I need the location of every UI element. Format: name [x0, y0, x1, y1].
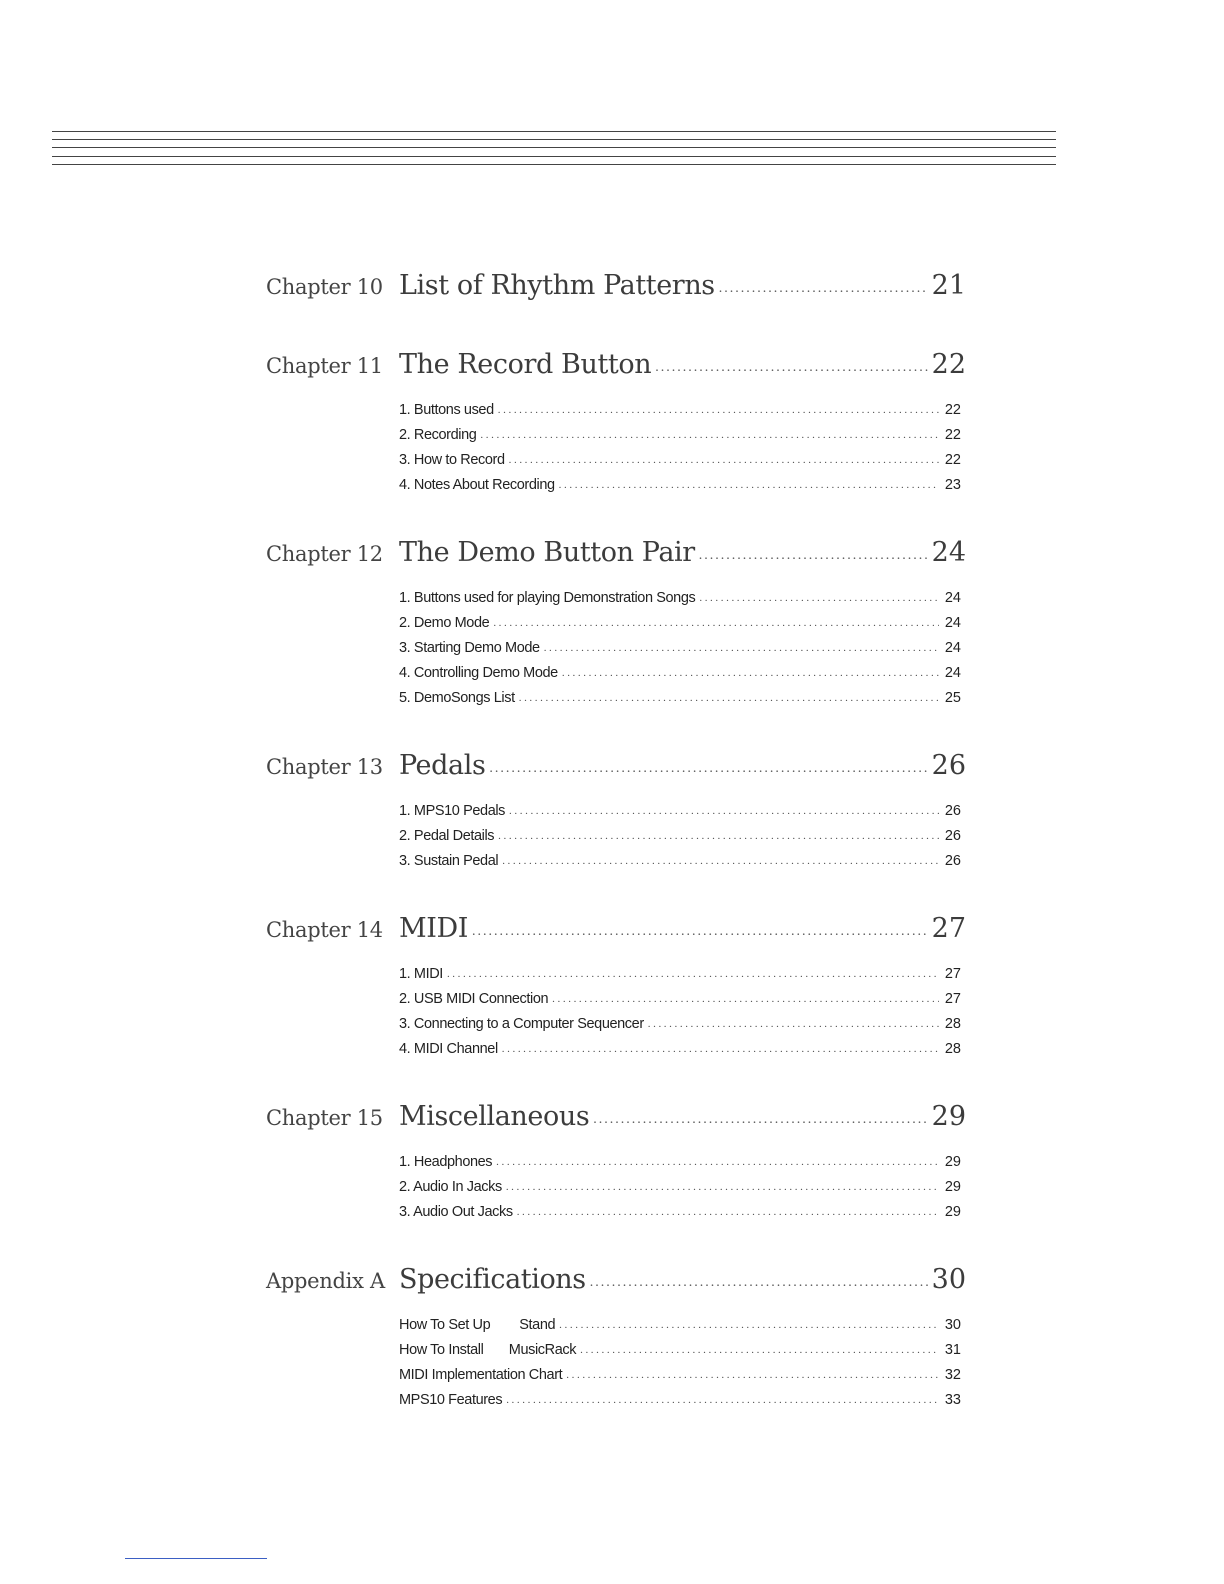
- section-label: 3. Audio Out Jacks: [399, 1204, 513, 1220]
- section-page-number: 24: [944, 590, 961, 606]
- toc-chapter-entry[interactable]: [266, 270, 966, 314]
- toc-section-entry[interactable]: [399, 615, 961, 640]
- section-label: How To Install MusicRack: [399, 1342, 577, 1358]
- section-page-number: 29: [944, 1204, 961, 1220]
- section-label: 2. Demo Mode: [399, 615, 490, 631]
- toc-chapter-entry[interactable]: [266, 349, 966, 393]
- header-rule: [52, 139, 1056, 140]
- chapter-spacer: [266, 502, 966, 537]
- section-list: [399, 1145, 966, 1229]
- toc-section-entry[interactable]: [399, 803, 961, 828]
- toc-section-entry[interactable]: [399, 452, 961, 477]
- section-page-number: 29: [944, 1154, 961, 1170]
- section-label: MPS10 Features: [399, 1392, 503, 1408]
- dot-leader: [699, 548, 928, 564]
- section-label: 3. How to Record: [399, 452, 505, 468]
- section-page-number: 27: [944, 966, 961, 982]
- toc-section-entry[interactable]: [399, 690, 961, 715]
- section-page-number: 26: [944, 803, 961, 819]
- section-page-number: 30: [944, 1317, 961, 1333]
- toc-section-entry[interactable]: [399, 1179, 961, 1204]
- toc-section-entry[interactable]: [399, 1392, 961, 1417]
- toc-section-entry[interactable]: [399, 640, 961, 665]
- chapter-spacer: [266, 1066, 966, 1101]
- chapter-title: Pedals: [399, 750, 486, 781]
- toc-section-entry[interactable]: [399, 590, 961, 615]
- dot-leader: [502, 855, 939, 867]
- section-page-number: 28: [944, 1016, 961, 1032]
- section-label: 5. DemoSongs List: [399, 690, 515, 706]
- toc-section-entry[interactable]: [399, 991, 961, 1016]
- section-label: 2. Audio In Jacks: [399, 1179, 502, 1195]
- dot-leader: [593, 1112, 927, 1128]
- toc-section-entry[interactable]: [399, 665, 961, 690]
- section-page-number: 24: [944, 615, 961, 631]
- section-list: [399, 1308, 966, 1417]
- section-page-number: 26: [944, 853, 961, 869]
- dot-leader: [502, 1043, 939, 1055]
- chapter-label: Chapter 12: [266, 542, 383, 566]
- dot-leader: [552, 993, 939, 1005]
- dot-leader: [506, 1181, 939, 1193]
- section-label: 3. Starting Demo Mode: [399, 640, 540, 656]
- header-rules: [52, 131, 1056, 167]
- section-label: 4. Notes About Recording: [399, 477, 555, 493]
- dot-leader: [509, 454, 939, 466]
- dot-leader: [498, 830, 939, 842]
- toc-section-entry[interactable]: [399, 1367, 961, 1392]
- dot-leader: [472, 924, 928, 940]
- dot-leader: [580, 1344, 939, 1356]
- toc-chapter: [266, 913, 966, 1066]
- chapter-title: List of Rhythm Patterns: [399, 270, 715, 301]
- chapter-page-number: 24: [931, 537, 966, 568]
- dot-leader: [498, 404, 939, 416]
- section-page-number: 27: [944, 991, 961, 1007]
- section-label: MIDI Implementation Chart: [399, 1367, 563, 1383]
- section-label: 4. Controlling Demo Mode: [399, 665, 558, 681]
- toc-chapter-entry[interactable]: [266, 750, 966, 794]
- section-label: 1. Buttons used for playing Demonstration Songs: [399, 590, 696, 606]
- dot-leader: [480, 429, 939, 441]
- section-label: 1. MIDI: [399, 966, 443, 982]
- section-page-number: 24: [944, 665, 961, 681]
- toc-chapter-entry[interactable]: [266, 913, 966, 957]
- chapter-label: Appendix A: [266, 1269, 385, 1293]
- section-list: [399, 794, 966, 878]
- dot-leader: [544, 642, 939, 654]
- dot-leader: [496, 1156, 939, 1168]
- chapter-title: MIDI: [399, 913, 469, 944]
- section-label: 2. USB MIDI Connection: [399, 991, 549, 1007]
- chapter-label: Chapter 14: [266, 918, 383, 942]
- chapter-title-line: [399, 537, 966, 568]
- toc-chapter: [266, 1101, 966, 1229]
- section-label: 2. Pedal Details: [399, 828, 495, 844]
- chapter-title-line: [399, 270, 966, 301]
- section-list: [399, 957, 966, 1066]
- toc-section-entry[interactable]: [399, 427, 961, 452]
- section-label: 1. Headphones: [399, 1154, 493, 1170]
- chapter-spacer: [266, 314, 966, 349]
- section-label: 4. MIDI Channel: [399, 1041, 498, 1057]
- section-label: How To Set Up Stand: [399, 1317, 556, 1333]
- section-page-number: 32: [944, 1367, 961, 1383]
- dot-leader: [447, 968, 939, 980]
- dot-leader: [517, 1206, 939, 1218]
- chapter-spacer: [266, 1229, 966, 1264]
- toc-chapter: [266, 270, 966, 314]
- section-page-number: 26: [944, 828, 961, 844]
- section-page-number: 31: [944, 1342, 961, 1358]
- section-page-number: 22: [944, 452, 961, 468]
- chapter-label: Chapter 11: [266, 354, 383, 378]
- header-rule: [52, 131, 1056, 132]
- section-list: [399, 393, 966, 502]
- dot-leader: [519, 692, 939, 704]
- dot-leader: [562, 667, 939, 679]
- chapter-page-number: 21: [931, 270, 966, 301]
- toc-chapter-entry[interactable]: [266, 1264, 966, 1308]
- chapter-title: The Record Button: [399, 349, 652, 380]
- dot-leader: [506, 1394, 939, 1406]
- section-page-number: 25: [944, 690, 961, 706]
- dot-leader: [719, 281, 928, 297]
- toc-chapter: [266, 1264, 966, 1417]
- chapter-label: Chapter 10: [266, 275, 383, 299]
- table-of-contents: [266, 270, 966, 1417]
- toc-section-entry[interactable]: [399, 828, 961, 853]
- chapter-title-line: [399, 913, 966, 944]
- section-page-number: 24: [944, 640, 961, 656]
- section-list: [399, 581, 966, 715]
- section-page-number: 28: [944, 1041, 961, 1057]
- toc-section-entry[interactable]: [399, 853, 961, 878]
- toc-chapter: [266, 349, 966, 502]
- toc-section-entry[interactable]: [399, 1342, 961, 1367]
- section-label: 2. Recording: [399, 427, 477, 443]
- section-label: 3. Sustain Pedal: [399, 853, 499, 869]
- toc-chapter: [266, 750, 966, 878]
- dot-leader: [493, 617, 939, 629]
- dot-leader: [648, 1018, 939, 1030]
- chapter-title-line: [399, 349, 966, 380]
- chapter-spacer: [266, 878, 966, 913]
- section-page-number: 29: [944, 1179, 961, 1195]
- chapter-title: Specifications: [399, 1264, 586, 1295]
- toc-section-entry[interactable]: [399, 1154, 961, 1179]
- header-rule: [52, 147, 1056, 148]
- section-label: 1. MPS10 Pedals: [399, 803, 506, 819]
- dot-leader: [489, 761, 927, 777]
- chapter-page-number: 26: [931, 750, 966, 781]
- chapter-title-line: [399, 750, 966, 781]
- dot-leader: [559, 479, 939, 491]
- chapter-title: Miscellaneous: [399, 1101, 590, 1132]
- toc-section-entry[interactable]: [399, 477, 961, 502]
- toc-chapter-entry[interactable]: [266, 537, 966, 581]
- footer-link-underline[interactable]: [125, 1558, 267, 1559]
- section-label: 3. Connecting to a Computer Sequencer: [399, 1016, 644, 1032]
- section-page-number: 33: [944, 1392, 961, 1408]
- chapter-title-line: [399, 1264, 966, 1295]
- toc-section-entry[interactable]: [399, 1041, 961, 1066]
- chapter-title: The Demo Button Pair: [399, 537, 695, 568]
- toc-section-entry[interactable]: [399, 966, 961, 991]
- chapter-spacer: [266, 715, 966, 750]
- toc-section-entry[interactable]: [399, 402, 961, 427]
- dot-leader: [566, 1369, 939, 1381]
- header-rule: [52, 164, 1056, 165]
- dot-leader: [509, 805, 939, 817]
- section-page-number: 22: [944, 402, 961, 418]
- dot-leader: [655, 360, 927, 376]
- toc-section-entry[interactable]: [399, 1317, 961, 1342]
- chapter-label: Chapter 15: [266, 1106, 383, 1130]
- dot-leader: [699, 592, 939, 604]
- section-label: 1. Buttons used: [399, 402, 494, 418]
- chapter-page-number: 27: [931, 913, 966, 944]
- toc-section-entry[interactable]: [399, 1016, 961, 1041]
- chapter-page-number: 22: [931, 349, 966, 380]
- section-page-number: 23: [944, 477, 961, 493]
- chapter-label: Chapter 13: [266, 755, 383, 779]
- dot-leader: [559, 1319, 939, 1331]
- toc-chapter: [266, 537, 966, 715]
- dot-leader: [590, 1275, 928, 1291]
- chapter-page-number: 30: [931, 1264, 966, 1295]
- section-page-number: 22: [944, 427, 961, 443]
- chapter-page-number: 29: [931, 1101, 966, 1132]
- header-rule: [52, 156, 1056, 157]
- toc-section-entry[interactable]: [399, 1204, 961, 1229]
- chapter-title-line: [399, 1101, 966, 1132]
- toc-chapter-entry[interactable]: [266, 1101, 966, 1145]
